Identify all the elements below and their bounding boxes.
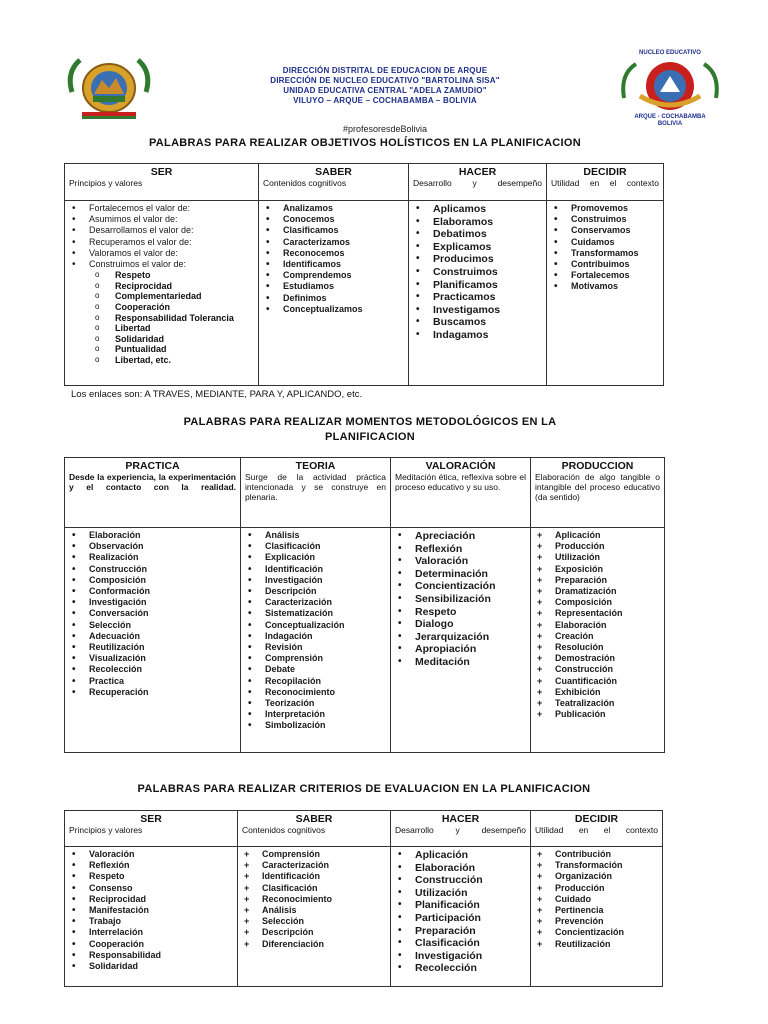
methodology-header-practica	[65, 458, 241, 528]
list-item: + Teatralización	[535, 698, 660, 709]
list-item: + Reutilización	[535, 939, 658, 950]
list-item: • Debatimos	[413, 228, 542, 241]
column-heading: DECIDIR	[574, 813, 619, 825]
sub-list-item: o Complementariedad	[69, 291, 254, 302]
list-item: • Contribuimos	[551, 259, 659, 270]
list-item: • Investigación	[69, 597, 236, 608]
section2-title-line2: PLANIFICACION	[324, 431, 416, 443]
list-item: • Sensibilización	[395, 593, 526, 606]
section3-title: PALABRAS PARA REALIZAR CRITERIOS DE EVALUACION EN LA PLANIFICACION	[137, 783, 591, 795]
sub-list-item: o Solidaridad	[69, 334, 254, 345]
column-description: Elaboración de algo tangible o intangible del proceso educativo (da sentido)	[535, 472, 660, 502]
section2-title-line1: PALABRAS PARA REALIZAR MOMENTOS METODOLÓGICOS EN LA	[183, 416, 557, 428]
list-item: • Construcción	[69, 564, 236, 575]
methodology-practica-cell	[65, 528, 241, 753]
column-heading: SER	[140, 813, 162, 825]
list-item: • Valoración	[395, 555, 526, 568]
column-heading: SABER	[315, 166, 352, 178]
methodology-valoracion-cell	[391, 528, 531, 753]
column-description: Surge de la actividad práctica intencionada y se construye en plenaria.	[245, 472, 386, 502]
list-item: • Adecuación	[69, 631, 236, 642]
list-item: + Demostración	[535, 653, 660, 664]
list-item: • Reciprocidad	[69, 894, 233, 905]
column-description: Desde la experiencia, la experimentación y el contacto con la realidad.	[69, 472, 236, 492]
list-item: + Composición	[535, 597, 660, 608]
list-item: • Sistematización	[245, 608, 386, 619]
list-item: • Desarrollamos el valor de:	[69, 225, 254, 236]
list-item: • Participación	[395, 912, 526, 925]
column-subheading: Utilidad en el contexto	[551, 178, 659, 188]
list-item: • Conformación	[69, 586, 236, 597]
column-subheading: Desarrollo y desempeño	[395, 825, 526, 835]
nucleo-logo-top-text: NUCLEO EDUCATIVO	[639, 50, 701, 56]
list-item: + Diferenciación	[242, 939, 386, 950]
list-item: • Analizamos	[263, 203, 404, 214]
list-item: • Caracterización	[245, 597, 386, 608]
methodology-table	[64, 457, 665, 753]
list-item: • Recopilación	[245, 676, 386, 687]
methodology-teoria-cell	[241, 528, 391, 753]
list-item: • Promovemos	[551, 203, 659, 214]
list-item: • Fortalecemos	[551, 270, 659, 281]
list-item: • Cooperación	[69, 939, 233, 950]
column-subheading: Contenidos cognitivos	[242, 825, 326, 835]
sub-list-item: o Libertad	[69, 323, 254, 334]
column-heading: PRODUCCION	[561, 460, 634, 472]
evaluation-saber-cell	[238, 847, 391, 987]
column-subheading: Principios y valores	[69, 825, 143, 835]
list-item: • Revisión	[245, 642, 386, 653]
column-subheading: Desarrollo y desempeño	[413, 178, 542, 188]
objectives-header-saber	[259, 164, 409, 201]
methodology-header-produccion	[531, 458, 665, 528]
column-description: Meditación ética, reflexiva sobre el proceso educativo y su uso.	[395, 472, 526, 492]
list-item: • Interpretación	[245, 709, 386, 720]
list-item: • Construimos el valor de:	[69, 259, 254, 270]
list-item: + Construcción	[535, 664, 660, 675]
objectives-header-hacer	[409, 164, 547, 201]
list-item: • Observación	[69, 541, 236, 552]
list-item: + Identificación	[242, 871, 386, 882]
list-item: • Buscamos	[413, 316, 542, 329]
evaluation-header-decidir	[531, 811, 663, 847]
evaluation-ser-cell	[65, 847, 238, 987]
list-item: • Valoramos el valor de:	[69, 248, 254, 259]
hashtag: #profesoresdeBolivia	[342, 124, 428, 134]
list-item: + Concientización	[535, 927, 658, 938]
column-heading: VALORACIÓN	[425, 460, 496, 472]
list-item: • Elaboración	[69, 530, 236, 541]
list-item: • Conservamos	[551, 225, 659, 236]
list-item: • Teorización	[245, 698, 386, 709]
list-item: • Comprendemos	[263, 270, 404, 281]
list-item: • Conversación	[69, 608, 236, 619]
objectives-saber-cell	[259, 201, 409, 386]
list-item: + Creación	[535, 631, 660, 642]
list-item: • Transformamos	[551, 248, 659, 259]
list-item: • Preparación	[395, 925, 526, 938]
list-item: • Practica	[69, 676, 236, 687]
list-item: • Interrelación	[69, 927, 233, 938]
list-item: • Apropiación	[395, 643, 526, 656]
list-item: • Indagamos	[413, 329, 542, 342]
list-item: + Prevención	[535, 916, 658, 927]
section1-title: PALABRAS PARA REALIZAR OBJETIVOS HOLÍSTICOS EN LA PLANIFICACION	[148, 137, 582, 149]
column-heading: HACER	[441, 813, 480, 825]
list-item: • Investigamos	[413, 304, 542, 317]
header-line-2: DIRECCIÓN DE NUCLEO EDUCATIVO "BARTOLINA SISA"	[270, 76, 500, 85]
list-item: • Fortalecemos el valor de:	[69, 203, 254, 214]
list-item: • Definimos	[263, 293, 404, 304]
list-item: + Aplicación	[535, 530, 660, 541]
list-item: • Aplicamos	[413, 203, 542, 216]
header-line-1: DIRECCIÓN DISTRITAL DE EDUCACION DE ARQUE	[282, 66, 488, 75]
list-item: • Construimos	[551, 214, 659, 225]
list-item: + Descripción	[242, 927, 386, 938]
column-subheading: Contenidos cognitivos	[263, 178, 347, 188]
list-item: • Cuidamos	[551, 237, 659, 248]
list-item: • Explicación	[245, 552, 386, 563]
list-item: • Recuperación	[69, 687, 236, 698]
list-item: • Composición	[69, 575, 236, 586]
methodology-produccion-cell	[531, 528, 665, 753]
list-item: • Reconocemos	[263, 248, 404, 259]
list-item: • Construcción	[395, 874, 526, 887]
list-item: + Utilización	[535, 552, 660, 563]
list-item: • Debate	[245, 664, 386, 675]
list-item: + Caracterización	[242, 860, 386, 871]
sub-list-item: o Cooperación	[69, 302, 254, 313]
list-item: • Recuperamos el valor de:	[69, 237, 254, 248]
methodology-header-teoria	[241, 458, 391, 528]
evaluation-header-hacer	[391, 811, 531, 847]
list-item: • Motivamos	[551, 281, 659, 292]
list-item: • Análisis	[245, 530, 386, 541]
list-item: + Análisis	[242, 905, 386, 916]
list-item: • Reflexión	[69, 860, 233, 871]
header-line-4: VILUYO – ARQUE – COCHABAMBA – BOLIVIA	[293, 96, 477, 105]
list-item: • Descripción	[245, 586, 386, 597]
list-item: • Asumimos el valor de:	[69, 214, 254, 225]
list-item: • Respeto	[69, 871, 233, 882]
list-item: • Comprensión	[245, 653, 386, 664]
list-item: • Conceptualizamos	[263, 304, 404, 315]
evaluation-hacer-cell	[391, 847, 531, 987]
list-item: + Exposición	[535, 564, 660, 575]
list-item: • Explicamos	[413, 241, 542, 254]
column-heading: PRACTICA	[125, 460, 180, 472]
objectives-ser-cell	[65, 201, 259, 386]
list-item: • Aplicación	[395, 849, 526, 862]
sub-list-item: o Respeto	[69, 270, 254, 281]
list-item: + Exhibición	[535, 687, 660, 698]
list-item: + Producción	[535, 883, 658, 894]
list-item: • Reflexión	[395, 543, 526, 556]
list-item: • Determinación	[395, 568, 526, 581]
column-subheading: Principios y valores	[69, 178, 143, 188]
list-item: • Caracterizamos	[263, 237, 404, 248]
sub-list-item: o Libertad, etc.	[69, 355, 254, 366]
list-item: • Solidaridad	[69, 961, 233, 972]
list-item: • Investigación	[245, 575, 386, 586]
column-heading: SABER	[295, 813, 333, 825]
evaluation-header-saber	[238, 811, 391, 847]
nucleo-logo-bottom-text-2: BOLIVIA	[657, 121, 683, 127]
list-item: + Dramatización	[535, 586, 660, 597]
nucleo-logo-bottom-text: ARQUE - COCHABAMBA	[634, 114, 706, 120]
objectives-hacer-cell	[409, 201, 547, 386]
objectives-header-decidir	[547, 164, 664, 201]
list-item: • Practicamos	[413, 291, 542, 304]
column-heading: HACER	[458, 166, 497, 178]
list-item: + Representación	[535, 608, 660, 619]
list-item: • Jerarquización	[395, 631, 526, 644]
list-item: + Transformación	[535, 860, 658, 871]
district-logo	[66, 52, 152, 122]
list-item: • Clasificamos	[263, 225, 404, 236]
list-item: + Publicación	[535, 709, 660, 720]
list-item: • Manifestación	[69, 905, 233, 916]
objectives-table	[64, 163, 664, 386]
list-item: • Estudiamos	[263, 281, 404, 292]
list-item: • Planificamos	[413, 279, 542, 292]
list-item: • Clasificación	[395, 937, 526, 950]
list-item: • Meditación	[395, 656, 526, 669]
list-item: • Indagación	[245, 631, 386, 642]
list-item: + Reconocimiento	[242, 894, 386, 905]
sub-list-item: o Puntualidad	[69, 344, 254, 355]
header-line-3: UNIDAD EDUCATIVA CENTRAL "ADELA ZAMUDIO"	[283, 86, 487, 95]
list-item: • Conceptualización	[245, 620, 386, 631]
list-item: + Producción	[535, 541, 660, 552]
list-item: • Visualización	[69, 653, 236, 664]
evaluation-header-ser	[65, 811, 238, 847]
list-item: • Apreciación	[395, 530, 526, 543]
list-item: • Valoración	[69, 849, 233, 860]
list-item: • Simbolización	[245, 720, 386, 731]
list-item: + Selección	[242, 916, 386, 927]
list-item: + Pertinencia	[535, 905, 658, 916]
list-item: + Clasificación	[242, 883, 386, 894]
list-item: • Construimos	[413, 266, 542, 279]
list-item: + Organización	[535, 871, 658, 882]
list-item: + Cuantificación	[535, 676, 660, 687]
nucleo-logo	[620, 50, 720, 130]
list-item: • Utilización	[395, 887, 526, 900]
sub-list-item: o Responsabilidad Tolerancia	[69, 313, 254, 324]
methodology-header-valoracion	[391, 458, 531, 528]
column-heading: TEORIA	[295, 460, 336, 472]
list-item: + Cuidado	[535, 894, 658, 905]
list-item: • Responsabilidad	[69, 950, 233, 961]
evaluation-decidir-cell	[531, 847, 663, 987]
list-item: • Trabajo	[69, 916, 233, 927]
list-item: • Conocemos	[263, 214, 404, 225]
list-item: • Respeto	[395, 606, 526, 619]
sub-list-item: o Reciprocidad	[69, 281, 254, 292]
evaluation-table	[64, 810, 663, 987]
list-item: • Realización	[69, 552, 236, 563]
list-item: • Identificación	[245, 564, 386, 575]
objectives-header-ser	[65, 164, 259, 201]
list-item: • Identificamos	[263, 259, 404, 270]
list-item: + Comprensión	[242, 849, 386, 860]
list-item: • Reconocimiento	[245, 687, 386, 698]
list-item: • Elaboración	[395, 862, 526, 875]
list-item: • Planificación	[395, 899, 526, 912]
column-subheading: Utilidad en el contexto	[535, 825, 658, 835]
column-heading: SER	[150, 166, 173, 178]
list-item: • Selección	[69, 620, 236, 631]
list-item: + Preparación	[535, 575, 660, 586]
list-item: • Reutilización	[69, 642, 236, 653]
list-item: • Dialogo	[395, 618, 526, 631]
list-item: • Clasificación	[245, 541, 386, 552]
list-item: + Resolución	[535, 642, 660, 653]
enlaces-note: Los enlaces son: A TRAVES, MEDIANTE, PARA Y, APLICANDO, etc.	[71, 389, 363, 400]
list-item: • Elaboramos	[413, 216, 542, 229]
list-item: + Elaboración	[535, 620, 660, 631]
list-item: • Concientización	[395, 580, 526, 593]
list-item: • Producimos	[413, 253, 542, 266]
list-item: • Recolección	[69, 664, 236, 675]
list-item: + Contribución	[535, 849, 658, 860]
objectives-decidir-cell	[547, 201, 664, 386]
list-item: • Recolección	[395, 962, 526, 975]
column-heading: DECIDIR	[583, 166, 627, 178]
list-item: • Investigación	[395, 950, 526, 963]
list-item: • Consenso	[69, 883, 233, 894]
